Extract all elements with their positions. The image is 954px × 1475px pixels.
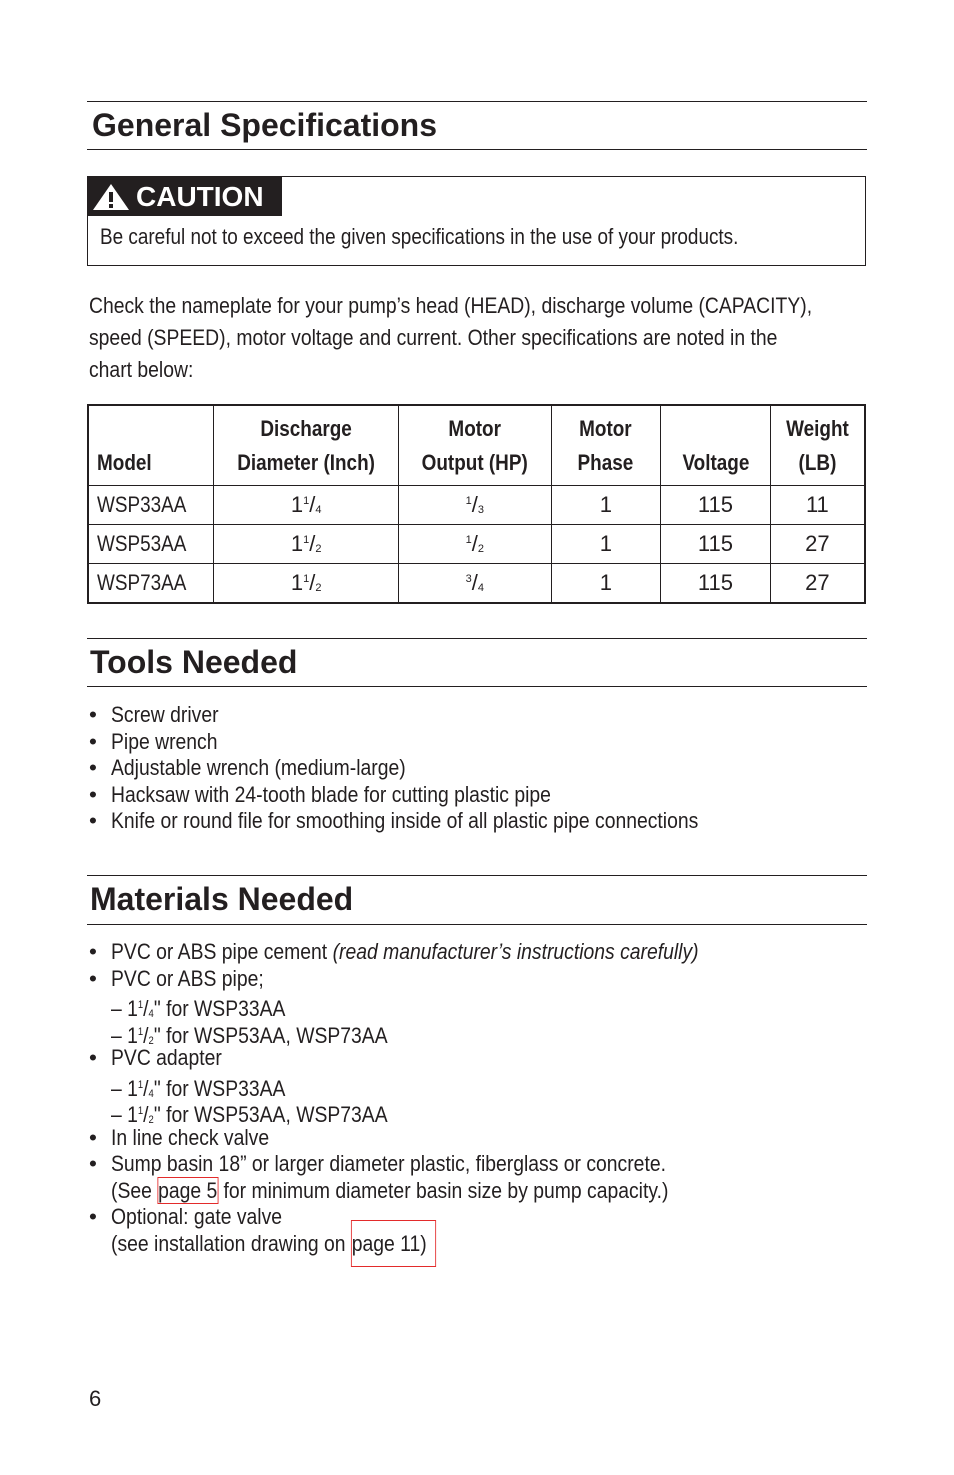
- cell-voltage: 115: [661, 486, 771, 525]
- list-item: • Knife or round file for smoothing inside of all plastic pipe connections: [89, 808, 794, 835]
- header-model: Model: [88, 405, 214, 486]
- general-specifications-title: General Specifications: [92, 107, 438, 143]
- table-row: [88, 486, 865, 525]
- caution-box: [87, 176, 866, 266]
- caution-label: [88, 177, 282, 216]
- list-item: • Adjustable wrench (medium-large): [89, 755, 794, 782]
- cell-phase: 1: [551, 525, 660, 564]
- header-discharge-diameter: Discharge Diameter (Inch): [214, 405, 399, 486]
- general-top-rule: [87, 101, 867, 102]
- tools-needed-title: Tools Needed: [90, 644, 298, 680]
- list-continuation: (see installation drawing on page 11): [89, 1231, 794, 1258]
- intro-line: speed (SPEED), motor voltage and current. Other specifications are noted in the: [89, 325, 778, 350]
- general-bottom-rule: [87, 149, 867, 150]
- cell-weight: 27: [770, 564, 865, 604]
- list-subitem: – $1^1/_4$" for WSP33AA: [111, 1075, 286, 1101]
- header-motor-phase: Motor Phase: [551, 405, 660, 486]
- list-subitem: – $1^1/_2$" for WSP53AA, WSP73AA: [111, 1022, 388, 1048]
- cell-diameter: $1^1/_4$: [214, 486, 399, 525]
- caution-text: Be careful not to exceed the given specifications in the use of your products.: [100, 224, 739, 249]
- cell-diameter: $1^1/_2$: [214, 525, 399, 564]
- cell-model: WSP33AA: [88, 486, 214, 525]
- cell-model: WSP53AA: [88, 525, 214, 564]
- table-row: [88, 564, 865, 604]
- cell-weight: 27: [770, 525, 865, 564]
- list-item: • Optional: gate valve: [89, 1204, 794, 1231]
- list-item: • Sump basin 18” or larger diameter plastic, fiberglass or concrete.: [89, 1151, 794, 1178]
- list-subitem: – $1^1/_2$" for WSP53AA, WSP73AA: [111, 1102, 388, 1127]
- cell-voltage: 115: [661, 564, 771, 604]
- table-header-row: [88, 405, 865, 486]
- specifications-table: [87, 404, 866, 604]
- tools-list: [89, 702, 794, 835]
- cell-motor-output: $^1/_2$: [399, 525, 552, 564]
- list-item: • PVC or ABS pipe;: [89, 966, 794, 993]
- list-item: • PVC or ABS pipe cement (read manufacturer’s instructions carefully): [89, 939, 794, 966]
- cell-diameter: $1^1/_2$: [214, 564, 399, 604]
- header-motor-output: Motor Output (HP): [399, 405, 552, 486]
- list-item: • PVC adapter: [89, 1045, 794, 1072]
- cell-weight: 11: [770, 486, 865, 525]
- tools-top-rule: [87, 638, 867, 639]
- materials-bottom-rule: [87, 924, 867, 925]
- list-item: • Pipe wrench: [89, 729, 794, 756]
- table-row: [88, 525, 865, 564]
- cell-phase: 1: [551, 564, 660, 604]
- cell-voltage: 115: [661, 525, 771, 564]
- header-weight: Weight (LB): [770, 405, 865, 486]
- intro-paragraph: [89, 290, 930, 386]
- caution-word: CAUTION: [136, 181, 264, 212]
- tools-bottom-rule: [87, 686, 867, 687]
- intro-line: chart below:: [89, 357, 194, 382]
- materials-top-rule: [87, 875, 867, 876]
- list-item: • Hacksaw with 24-tooth blade for cutting plastic pipe: [89, 782, 794, 809]
- materials-needed-title: Materials Needed: [90, 881, 354, 917]
- list-subitem: – $1^1/_4$" for WSP33AA: [111, 996, 286, 1021]
- cell-motor-output: $^3/_4$: [399, 564, 552, 604]
- cell-motor-output: $^1/_3$: [399, 486, 552, 525]
- intro-line: Check the nameplate for your pump’s head (HEAD), discharge volume (CAPACITY),: [89, 293, 813, 318]
- cell-model: WSP73AA: [88, 564, 214, 604]
- page-11-link[interactable]: page 11): [351, 1220, 436, 1267]
- list-item: • Screw driver: [89, 702, 794, 729]
- list-item: • In line check valve: [89, 1125, 794, 1152]
- cell-phase: 1: [551, 486, 660, 525]
- header-voltage: Voltage: [661, 405, 771, 486]
- list-continuation: (See page 5 for minimum diameter basin size by pump capacity.): [111, 1177, 669, 1203]
- cement-note: (read manufacturer’s instructions carefully): [332, 939, 699, 964]
- warning-icon: [92, 183, 130, 211]
- page-number: 6: [89, 1386, 102, 1411]
- materials-list: [89, 939, 794, 1257]
- page-5-link[interactable]: page 5: [158, 1177, 218, 1203]
